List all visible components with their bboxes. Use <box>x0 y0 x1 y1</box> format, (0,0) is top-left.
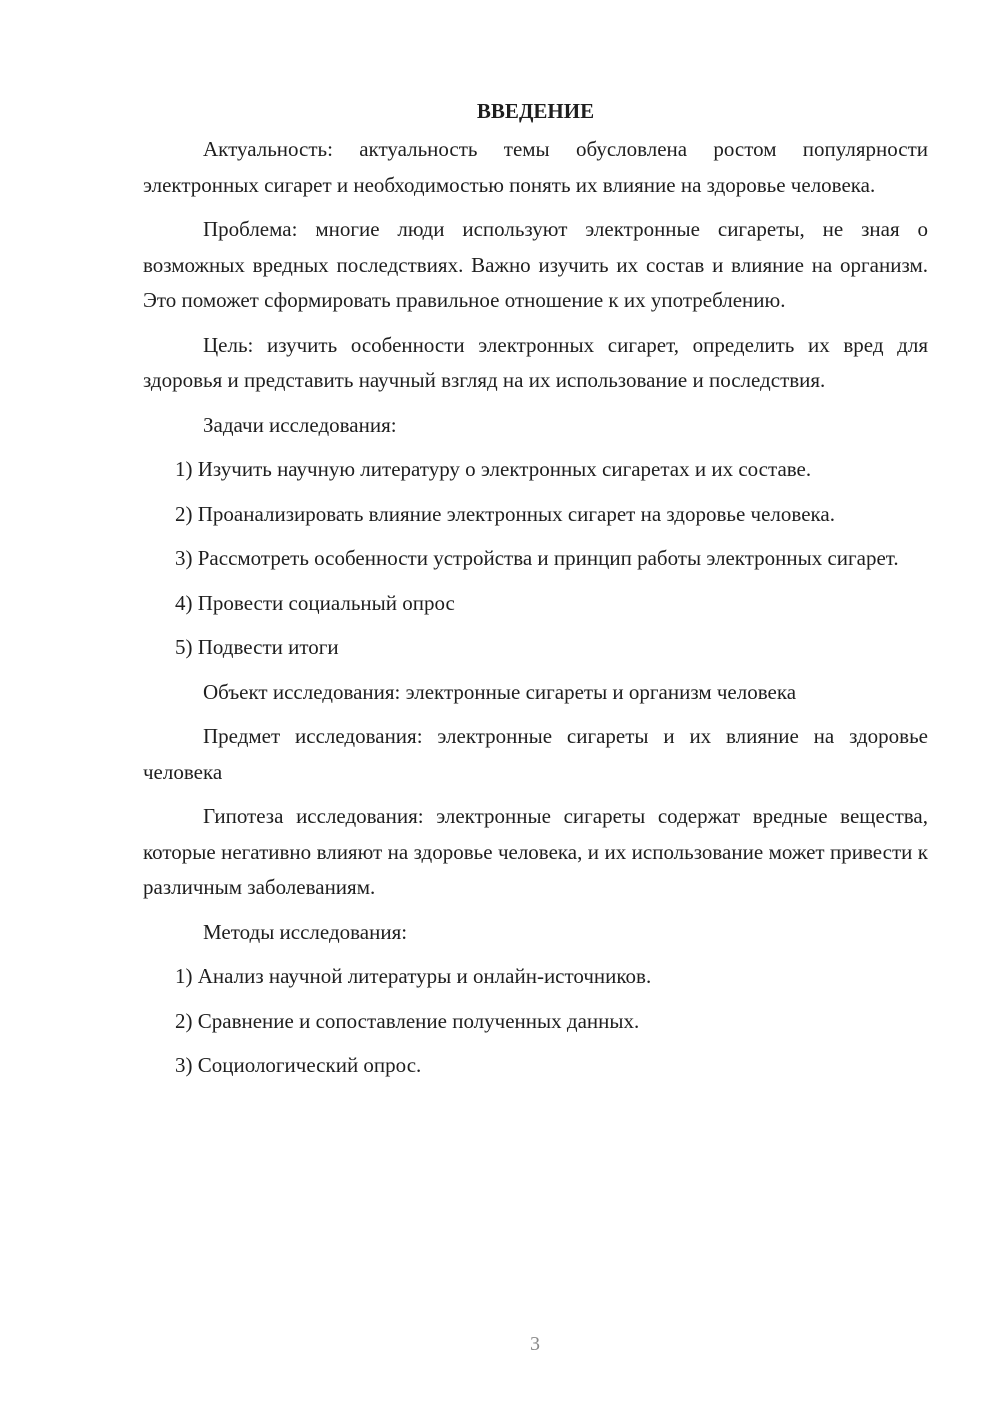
method-item-2: 2) Сравнение и сопоставление полученных данных. <box>175 1008 640 1033</box>
task-item-2: 2) Проанализировать влияние электронных сигарет на здоровье человека. <box>175 501 835 526</box>
task-item-1: 1) Изучить научную литературу о электронных сигаретах и их составе. <box>175 457 812 481</box>
paragraph-goal: Цель: изучить особенности электронных сигарет, определить их вред для здоровья и представить научный взгляд на их использование и последствия. <box>143 332 928 392</box>
paragraph-problem: Проблема: многие люди используют электронные сигареты, не зная о возможных вредных последствиях. Важно изучить их состав и влияние на организм. Это поможет сформировать правильное отношение к их употреблению. <box>143 217 928 312</box>
section-title: ВВЕДЕНИЕ <box>476 99 595 123</box>
paragraph-object: Объект исследования: электронные сигареты и организм человека <box>203 679 797 704</box>
paragraph-subject: Предмет исследования: электронные сигареты и их влияние на здоровье человека <box>143 724 928 784</box>
paragraph-tasks-heading: Задачи исследования: <box>203 412 397 437</box>
method-item-1: 1) Анализ научной литературы и онлайн-источников. <box>175 964 652 988</box>
document-page <box>143 96 928 1093</box>
method-item-3: 3) Социологический опрос. <box>175 1053 422 1077</box>
paragraph-methods-heading: Методы исследования: <box>203 919 408 944</box>
page-number: 3 <box>530 1333 540 1355</box>
task-item-4: 4) Провести социальный опрос <box>175 590 455 615</box>
paragraph-relevance: Актуальность: актуальность темы обусловлена ростом популярности электронных сигарет и необходимостью понять их влияние на здоровье человека. <box>143 137 928 197</box>
paragraph-hypothesis: Гипотеза исследования: электронные сигареты содержат вредные вещества, которые негативно влияют на здоровье человека, и их использование может привести к различным заболеваниям. <box>143 804 928 899</box>
task-item-3: 3) Рассмотреть особенности устройства и принцип работы электронных сигарет. <box>175 546 899 570</box>
task-item-5: 5) Подвести итоги <box>175 635 339 659</box>
